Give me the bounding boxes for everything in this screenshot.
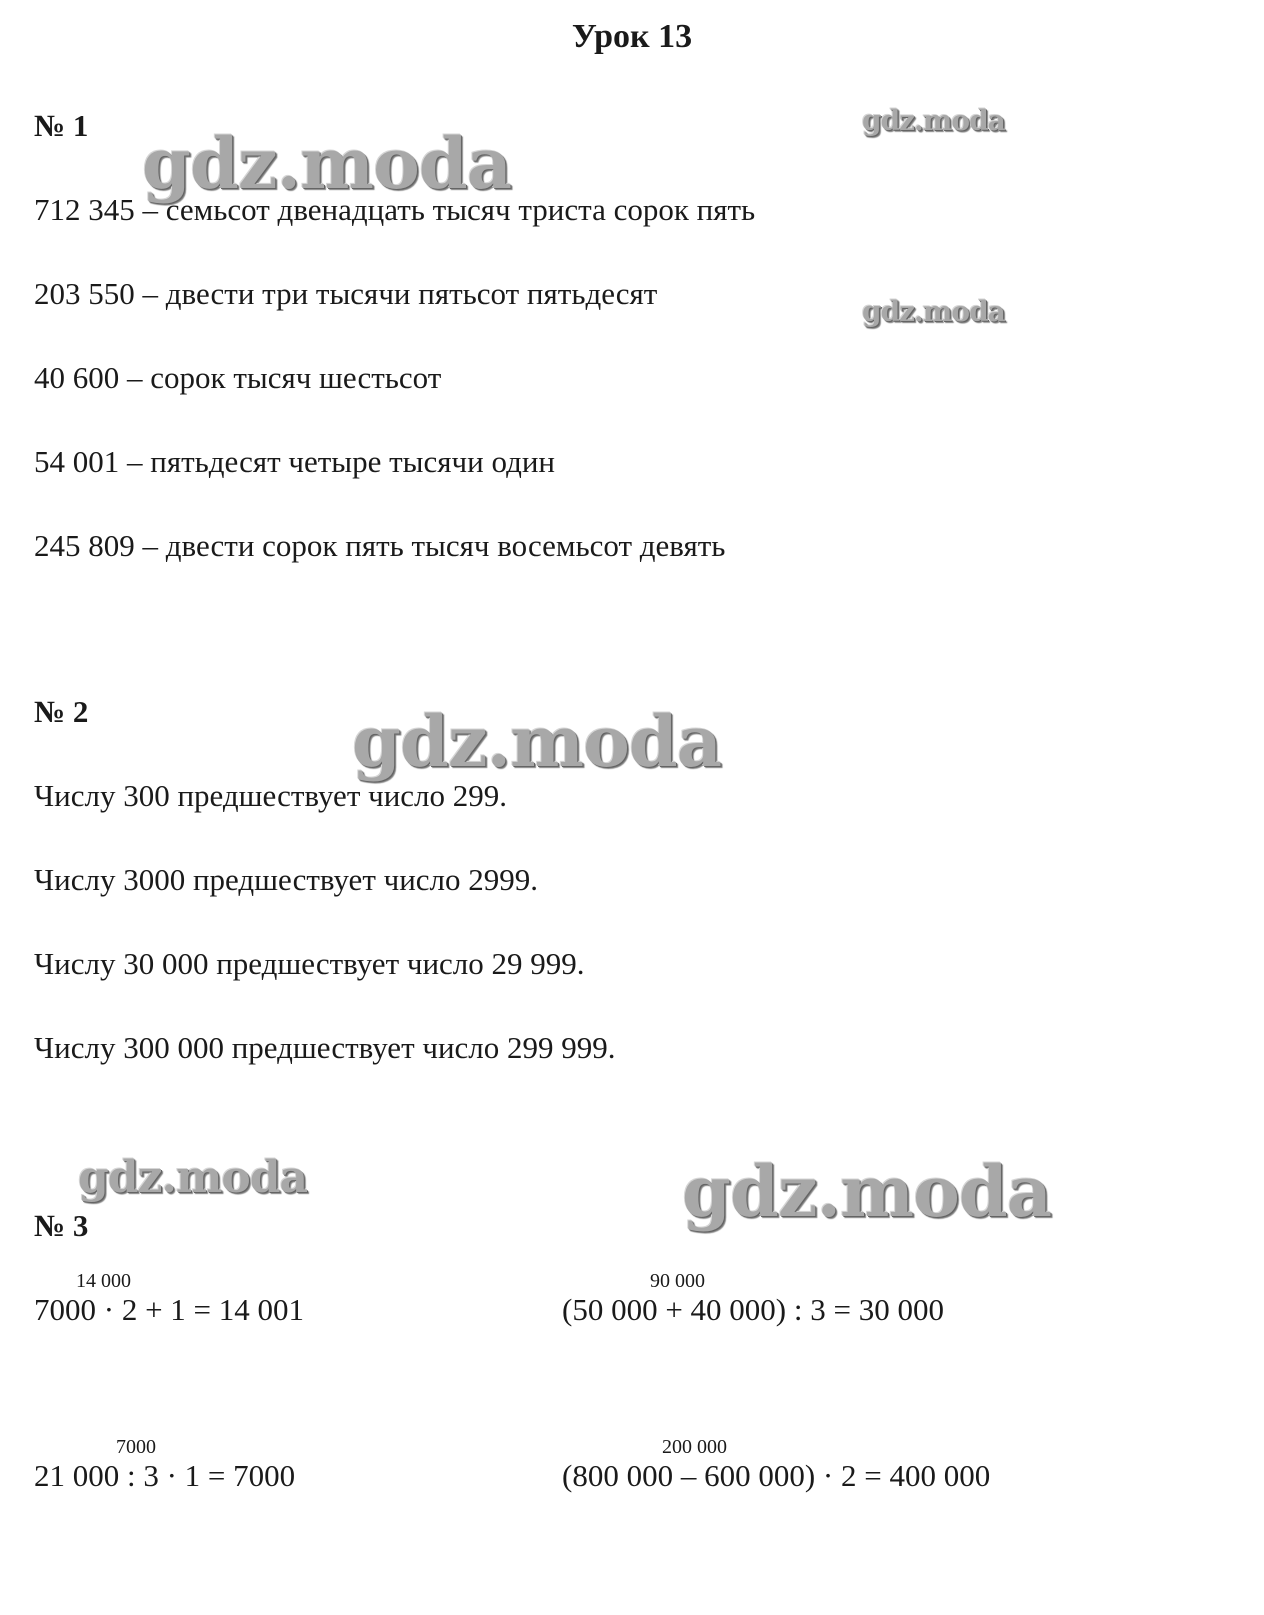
math-expression: 7000 · 2 + 1 = 14 001 bbox=[34, 1292, 305, 1327]
math-expression: (50 000 + 40 000) : 3 = 30 000 bbox=[562, 1292, 944, 1327]
task1-line: 40 600 – сорок тысяч шестьсот bbox=[34, 360, 442, 395]
task1-line: 245 809 – двести сорок пять тысяч восемьсот девять bbox=[34, 528, 726, 563]
task2-heading: № 2 bbox=[34, 694, 89, 729]
task3-heading: № 3 bbox=[34, 1208, 89, 1243]
task2-line: Числу 30 000 предшествует число 29 999. bbox=[34, 946, 585, 981]
intermediate-result: 90 000 bbox=[650, 1270, 705, 1292]
task2-line: Числу 300 предшествует число 299. bbox=[34, 778, 508, 813]
watermark: gdz.moda bbox=[78, 1152, 308, 1203]
task1-line: 54 001 – пятьдесят четыре тысячи один bbox=[34, 444, 556, 479]
watermark: gdz.moda bbox=[352, 700, 722, 783]
watermark: gdz.moda bbox=[142, 122, 512, 205]
task1-heading: № 1 bbox=[34, 108, 89, 143]
math-expression: 21 000 : 3 · 1 = 7000 bbox=[34, 1458, 296, 1493]
page-title: Урок 13 bbox=[571, 18, 693, 55]
task1-line: 712 345 – семьсот двенадцать тысяч триста сорок пять bbox=[34, 192, 756, 227]
task2-line: Числу 300 000 предшествует число 299 999. bbox=[34, 1030, 616, 1065]
intermediate-result: 200 000 bbox=[662, 1436, 727, 1458]
intermediate-result: 14 000 bbox=[76, 1270, 131, 1292]
task2-line: Числу 3000 предшествует число 2999. bbox=[34, 862, 539, 897]
intermediate-result: 7000 bbox=[116, 1436, 156, 1458]
math-expression: (800 000 – 600 000) · 2 = 400 000 bbox=[562, 1458, 991, 1493]
watermark: gdz.moda bbox=[682, 1150, 1052, 1233]
task1-line: 203 550 – двести три тысячи пятьсот пятьдесят bbox=[34, 276, 658, 311]
watermark: gdz.moda bbox=[862, 104, 1005, 137]
watermark: gdz.moda bbox=[862, 295, 1005, 328]
